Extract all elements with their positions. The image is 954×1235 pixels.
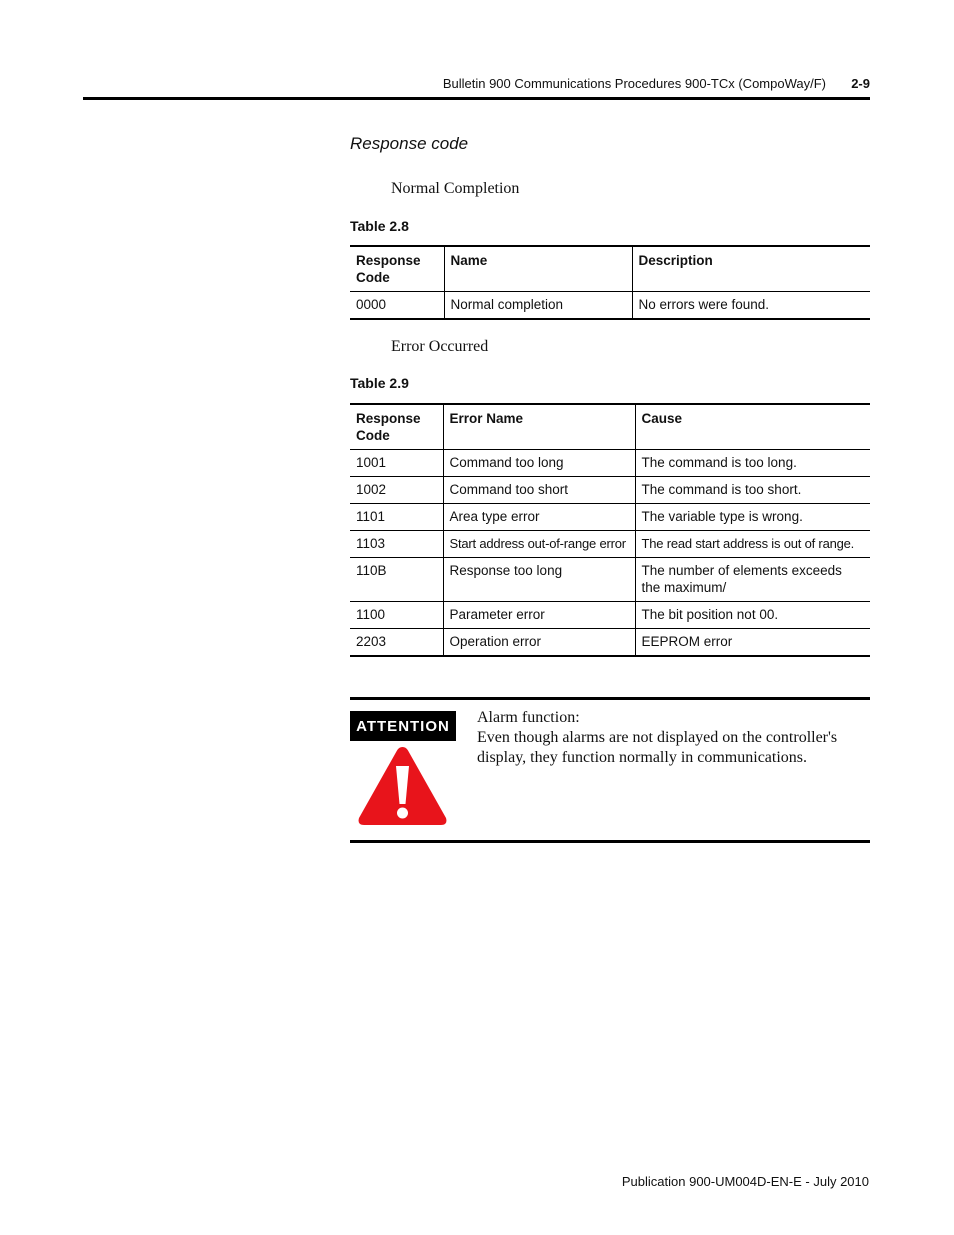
column-header: Error Name — [443, 404, 635, 450]
cause-cell: The bit position not 00. — [635, 602, 870, 629]
error-occurred-subtitle: Error Occurred — [391, 338, 489, 355]
error-name-cell: Area type error — [443, 504, 635, 531]
column-header: Response Code — [350, 404, 443, 450]
cause-cell: The number of elements exceeds the maximum/ — [635, 558, 870, 602]
normal-completion-table — [350, 245, 870, 320]
table-header-row — [350, 246, 870, 292]
attention-bottom-rule — [350, 840, 870, 843]
table-row — [350, 292, 870, 320]
section-title: Response code — [350, 134, 469, 153]
error-name-cell: Start address out-of-range error — [443, 531, 635, 558]
table-2-9-caption: Table 2.9 — [350, 375, 409, 391]
response-code-cell: 1002 — [350, 477, 443, 504]
warning-triangle-icon — [356, 744, 449, 828]
table-row — [350, 531, 870, 558]
attention-top-rule — [350, 697, 870, 700]
cause-cell: The read start address is out of range. — [635, 531, 870, 558]
attention-body: Even though alarms are not displayed on the controller's display, they function normally in communications. — [477, 729, 838, 766]
column-header: Name — [444, 246, 632, 292]
table-row — [350, 450, 870, 477]
table-row — [350, 558, 870, 602]
cause-cell: The command is too short. — [635, 477, 870, 504]
name-cell: Normal completion — [444, 292, 632, 320]
response-code-cell: 0000 — [350, 292, 444, 320]
column-header: Cause — [635, 404, 870, 450]
cause-cell: EEPROM error — [635, 629, 870, 657]
page-number: 2-9 — [851, 76, 870, 91]
running-title: Bulletin 900 Communications Procedures 900-TCx (CompoWay/F) — [442, 76, 826, 91]
table-row — [350, 477, 870, 504]
column-header: Response Code — [350, 246, 444, 292]
error-name-cell: Command too short — [443, 477, 635, 504]
table-2-8-caption: Table 2.8 — [350, 218, 409, 234]
column-header: Description — [632, 246, 870, 292]
table-row — [350, 629, 870, 657]
response-code-cell: 1103 — [350, 531, 443, 558]
header-rule — [83, 97, 870, 100]
description-cell: No errors were found. — [632, 292, 870, 320]
table-row — [350, 504, 870, 531]
publication-footer: Publication 900-UM004D-EN-E - July 2010 — [621, 1174, 869, 1189]
normal-completion-subtitle: Normal Completion — [391, 180, 520, 197]
table-row — [350, 602, 870, 629]
response-code-cell: 1100 — [350, 602, 443, 629]
attention-heading: Alarm function: — [477, 709, 580, 726]
attention-message — [477, 708, 867, 768]
response-code-cell: 110B — [350, 558, 443, 602]
error-name-cell: Command too long — [443, 450, 635, 477]
response-code-cell: 2203 — [350, 629, 443, 657]
error-name-cell: Operation error — [443, 629, 635, 657]
cause-cell: The command is too long. — [635, 450, 870, 477]
error-occurred-table — [350, 403, 870, 657]
response-code-cell: 1001 — [350, 450, 443, 477]
error-name-cell: Response too long — [443, 558, 635, 602]
cause-cell: The variable type is wrong. — [635, 504, 870, 531]
attention-badge: ATTENTION — [350, 711, 456, 741]
response-code-cell: 1101 — [350, 504, 443, 531]
table-header-row — [350, 404, 870, 450]
error-name-cell: Parameter error — [443, 602, 635, 629]
